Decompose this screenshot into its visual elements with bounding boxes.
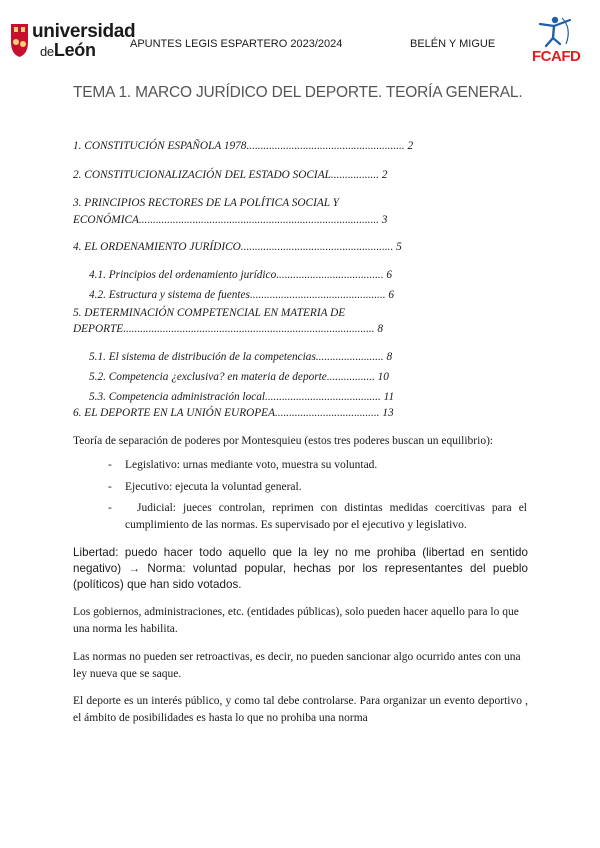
toc-label: ECONÓMICA xyxy=(73,214,139,226)
paragraph-sport-interest: El deporte es un interés público, y como tal debe controlarse. Para organizar un evento deportivo , el ámbito de posibilidades es hasta lo que no prohiba una norma xyxy=(73,695,528,724)
university-city: León xyxy=(53,40,96,60)
toc-page: 6 xyxy=(386,269,393,281)
toc-label: 5.3. Competencia administración local xyxy=(89,391,266,403)
toc-label: 4.2. Estructura y sistema de fuentes xyxy=(89,289,250,301)
faculty-logo-text: FCAFD xyxy=(532,48,581,65)
toc-entry[interactable]: 6. EL DEPORTE EN LA UNIÓN EUROPEA..................................... 13 xyxy=(73,407,394,419)
toc-page: 8 xyxy=(386,351,393,363)
athlete-icon xyxy=(532,14,588,50)
bullet-dash: - xyxy=(108,502,112,514)
university-name-line1: universidad xyxy=(32,21,136,42)
toc-entry[interactable]: 5.1. El sistema de distribución de la competencias........................ 8 xyxy=(89,351,393,363)
toc-page: 13 xyxy=(382,407,394,419)
bullet-dash: - xyxy=(108,459,112,471)
toc-page: 8 xyxy=(377,323,384,335)
toc-label: 5. DETERMINACIÓN COMPETENCIAL EN MATERIA DE xyxy=(73,307,346,319)
faculty-logo xyxy=(532,14,588,66)
toc-label: 4. EL ORDENAMIENTO JURÍDICO xyxy=(73,241,241,253)
toc-label: 5.2. Competencia ¿exclusiva? en materia de deporte xyxy=(89,371,327,383)
university-pre: de xyxy=(40,44,54,59)
toc-page: 2 xyxy=(381,169,388,181)
toc-label: 1. CONSTITUCIÓN ESPAÑOLA 1978 xyxy=(73,140,247,152)
toc-label: 4.1. Principios del ordenamiento jurídico xyxy=(89,269,277,281)
toc-page: 5 xyxy=(396,241,402,253)
doc-header-authors: BELÉN Y MIGUE xyxy=(410,38,496,50)
toc-label: 2. CONSTITUCIONALIZACIÓN DEL ESTADO SOCIAL xyxy=(73,169,331,181)
toc-entry[interactable] xyxy=(73,306,345,320)
bullet-legislativo: Legislativo: urnas mediante voto, muestra su voluntad. xyxy=(125,459,378,471)
toc-entry[interactable]: 4.2. Estructura y sistema de fuentes................................................ 6 xyxy=(89,289,395,301)
toc-label: 6. EL DEPORTE EN LA UNIÓN EUROPEA xyxy=(73,407,275,419)
page-title: TEMA 1. MARCO JURÍDICO DEL DEPORTE. TEORÍA GENERAL. xyxy=(73,84,523,101)
toc-entry[interactable]: 4. EL ORDENAMIENTO JURÍDICO...................................................... 5 xyxy=(73,241,402,253)
paragraph-public-entities: Los gobiernos, administraciones, etc. (entidades públicas), solo pueden hacer aquello para lo que una norma les habilita. xyxy=(73,606,519,635)
toc-entry-cont[interactable]: DEPORTE......................................................................................... 8 xyxy=(73,323,384,335)
toc-page: 3 xyxy=(381,214,388,226)
doc-header-title: APUNTES LEGIS ESPARTERO 2023/2024 xyxy=(130,38,343,50)
bullet-dash: - xyxy=(108,481,112,493)
toc-page: 6 xyxy=(388,289,395,301)
freedom-paragraph: Libertad: puedo hacer todo aquello que la ley no me prohiba (libertad en sentido negativo) → Norma: voluntad popular, hechas por los representantes del pueblo (políticos) que han sido votados. xyxy=(73,546,528,591)
toc-entry[interactable] xyxy=(73,196,339,210)
bullet-ejecutivo: Ejecutivo: ejecuta la voluntad general. xyxy=(125,481,302,493)
university-name-line2 xyxy=(40,40,96,62)
toc-entry[interactable]: 5.3. Competencia administración local......................................... 11 xyxy=(89,391,395,403)
toc-label: 3. PRINCIPIOS RECTORES DE LA POLÍTICA SOCIAL Y xyxy=(73,197,339,209)
toc-entry[interactable]: 4.1. Principios del ordenamiento jurídico...................................... 6 xyxy=(89,269,393,281)
intro-paragraph: Teoría de separación de poderes por Montesquieu (estos tres poderes buscan un equilibrio): xyxy=(73,435,494,447)
toc-label: 5.1. El sistema de distribución de la competencias xyxy=(89,351,316,363)
toc-entry[interactable]: 5.2. Competencia ¿exclusiva? en materia de deporte................. 10 xyxy=(89,371,389,383)
toc-label: DEPORTE xyxy=(73,323,124,335)
toc-page: 10 xyxy=(377,371,389,383)
university-logo xyxy=(10,21,136,62)
shield-icon xyxy=(10,22,29,58)
toc-entry[interactable]: 2. CONSTITUCIONALIZACIÓN DEL ESTADO SOCIAL................. 2 xyxy=(73,169,388,181)
toc-page: 2 xyxy=(407,140,414,152)
toc-entry[interactable]: 1. CONSTITUCIÓN ESPAÑOLA 1978........................................................ 2 xyxy=(73,140,414,152)
paragraph-retroactivity: Las normas no pueden ser retroactivas, es decir, no pueden sancionar algo ocurrido antes con una ley nueva que se saque. xyxy=(73,651,521,680)
toc-entry-cont[interactable]: ECONÓMICA..................................................................................... 3 xyxy=(73,214,388,226)
bullet-judicial: Judicial: jueces controlan, reprimen con distintas medidas coercitivas para el cumplimiento de las normas. Es supervisado por el ejecutivo y legislativo. xyxy=(125,502,527,531)
toc-page: 11 xyxy=(383,391,395,403)
